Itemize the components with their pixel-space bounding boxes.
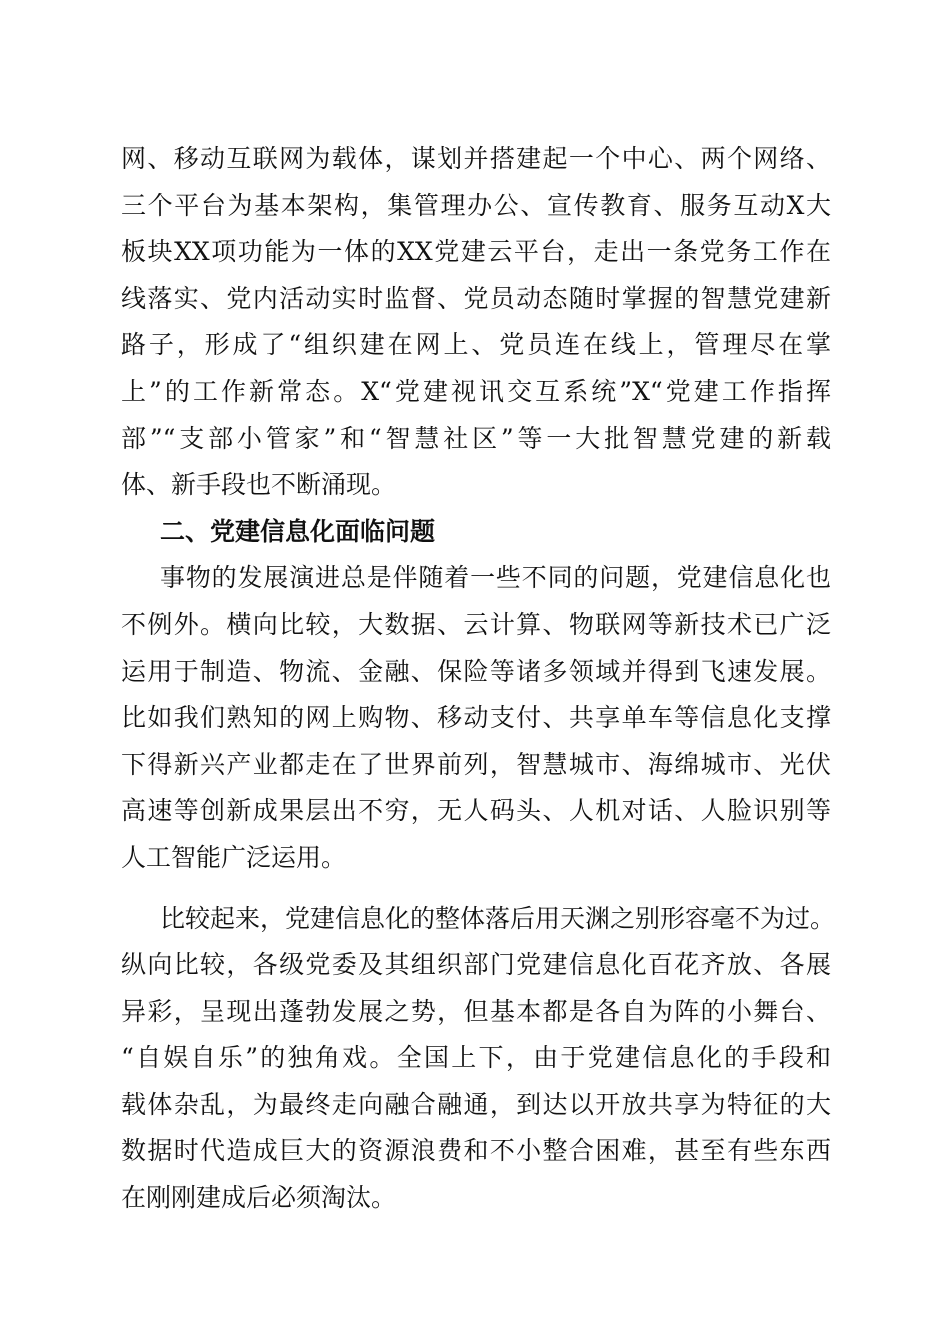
- paragraph-line: “自娱自乐”的独角戏。全国上下，由于党建信息化的手段和: [121, 1043, 831, 1073]
- paragraph-line: 人工智能广泛运用。: [121, 842, 347, 872]
- paragraph-line: 三个平台为基本架构，集管理办公、宣传教育、服务互动X大: [121, 190, 831, 220]
- paragraph-line: 不例外。横向比较，大数据、云计算、物联网等新技术已广泛: [121, 609, 831, 639]
- paragraph-line: 下得新兴产业都走在了世界前列，智慧城市、海绵城市、光伏: [121, 749, 831, 779]
- paragraph-line: 纵向比较，各级党委及其组织部门党建信息化百花齐放、各展: [121, 950, 831, 980]
- paragraph-line: 路子，形成了“组织建在网上、党员连在线上，管理尽在掌: [121, 330, 831, 360]
- paragraph-3: [121, 896, 836, 1222]
- paragraph-line: 体、新手段也不断涌现。: [121, 470, 397, 500]
- paragraph-line: 板块XX项功能为一体的XX党建云平台，走出一条党务工作在: [121, 237, 831, 267]
- paragraph-line: 部”“支部小管家”和“智慧社区”等一大批智慧党建的新载: [121, 423, 831, 453]
- paragraph-line: 事物的发展演进总是伴随着一些不同的问题，党建信息化也: [160, 563, 831, 593]
- paragraph-line: 运用于制造、物流、金融、保险等诸多领域并得到飞速发展。: [121, 656, 831, 686]
- document-body: [121, 136, 836, 1222]
- paragraph-line: 数据时代造成巨大的资源浪费和不小整合困难，甚至有些东西: [121, 1136, 831, 1166]
- paragraph-line: 载体杂乱，为最终走向融合融通，到达以开放共享为特征的大: [121, 1089, 831, 1119]
- paragraph-1: [121, 136, 831, 509]
- paragraph-line: 异彩，呈现出蓬勃发展之势，但基本都是各自为阵的小舞台、: [121, 996, 831, 1026]
- paragraph-line: 上”的工作新常态。X“党建视讯交互系统”X“党建工作指挥: [121, 376, 831, 406]
- paragraph-line: 在刚刚建成后必须淘汰。: [121, 1183, 397, 1213]
- paragraph-spacer: [121, 882, 831, 896]
- paragraph-line: 高速等创新成果层出不穷，无人码头、人机对话、人脸识别等: [121, 796, 831, 826]
- paragraph-line: 网、移动互联网为载体，谋划并搭建起一个中心、两个网络、: [121, 144, 831, 173]
- paragraph-line: 线落实、党内活动实时监督、党员动态随时掌握的智慧党建新: [121, 283, 831, 313]
- paragraph-2: [121, 555, 831, 881]
- paragraph-line: 比较起来，党建信息化的整体落后用天渊之别形容毫不为过。: [160, 903, 836, 933]
- paragraph-line: 比如我们熟知的网上购物、移动支付、共享单车等信息化支撑: [121, 703, 831, 733]
- section-heading: 二、党建信息化面临问题: [160, 516, 436, 546]
